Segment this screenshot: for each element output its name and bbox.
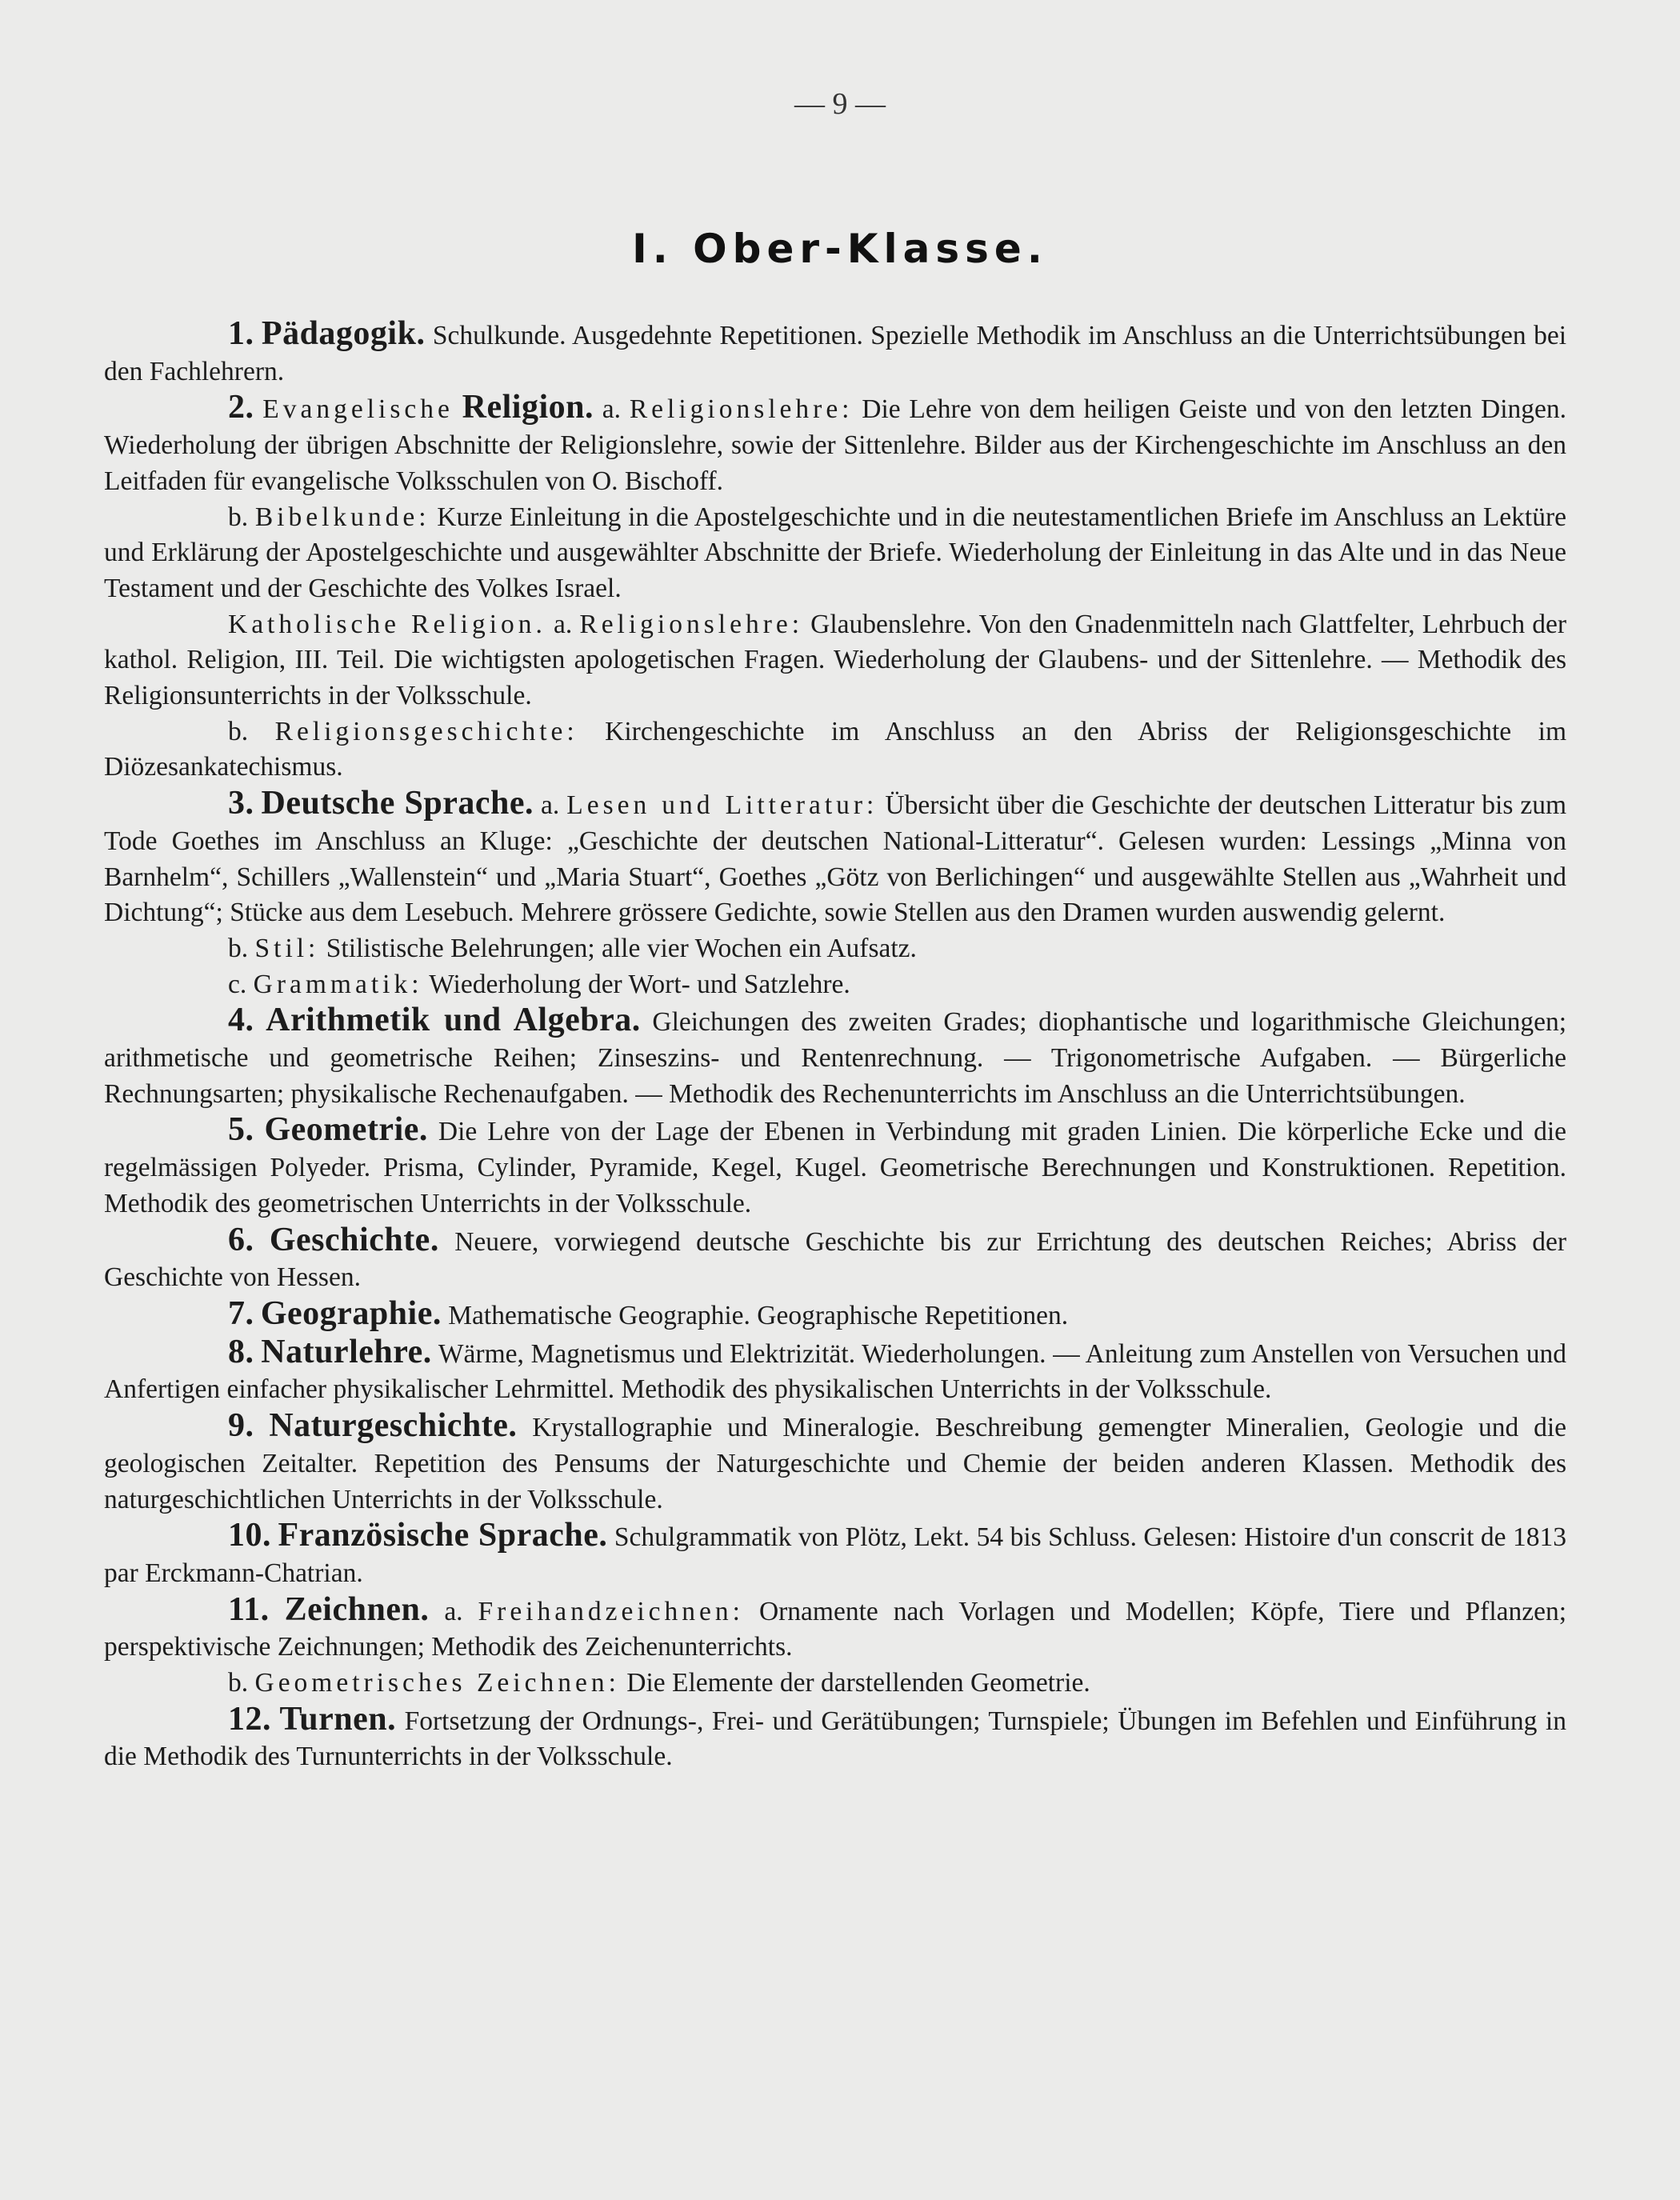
subject-geschichte bbox=[104, 1222, 1566, 1296]
subject-turnen bbox=[104, 1702, 1566, 1775]
section-label: a. bbox=[553, 609, 573, 639]
subject-title: Turnen. bbox=[279, 1700, 397, 1738]
subject-title: Naturgeschichte. bbox=[269, 1407, 518, 1445]
subject-deutsche-sprache bbox=[104, 786, 1566, 931]
section-text: Kurze Einleitung in die Apostelgeschichte und in die neutestamentlichen Briefe im Anschluss an Lektüre und Erklärung der Apostelgeschichte und ausgewählter Abschnitte der Briefe. Wiederholung der Einleitung in das Alte und in das Neue Testament und der Geschichte des Volkes Israel. bbox=[104, 502, 1567, 603]
subsection-katholische-religion bbox=[104, 607, 1566, 714]
subject-title: Pädagogik. bbox=[261, 315, 426, 352]
section-heading: Grammatik: bbox=[253, 969, 423, 999]
subject-number: 10. bbox=[228, 1517, 271, 1554]
subject-title: Zeichnen. bbox=[284, 1590, 430, 1628]
subject-number: 7. bbox=[228, 1294, 254, 1332]
section-label: b. bbox=[228, 1668, 249, 1698]
subject-text: Wärme, Magnetismus und Elektrizität. Wiederholungen. — Anleitung zum Anstellen von Versuchen und Anfertigen einfacher physikalischer Lehrmittel. Methodik des physikalischen Unterrichts in der Volksschule. bbox=[104, 1338, 1566, 1405]
section-text: Stilistische Belehrungen; alle vier Wochen ein Aufsatz. bbox=[326, 933, 917, 963]
subject-naturgeschichte bbox=[104, 1408, 1566, 1518]
subject-prefix: Evangelische bbox=[262, 394, 454, 425]
subject-title: Naturlehre. bbox=[261, 1333, 432, 1370]
subsection-religionsgeschichte bbox=[104, 714, 1566, 786]
subject-title: Geschichte. bbox=[269, 1221, 439, 1258]
subject-title: Geographie. bbox=[260, 1294, 442, 1332]
section-label: a. bbox=[444, 1596, 463, 1626]
subject-text: Mathematische Geographie. Geographische Repetitionen. bbox=[448, 1300, 1069, 1330]
subject-text: Die Lehre von der Lage der Ebenen in Verbindung mit graden Linien. Die körperliche Ecke und die regelmässigen Polyeder. Prisma, Cylinder, Pyramide, Kegel, Kugel. Geometrische Berechnungen und Konstruktionen. Repetition. Methodik des geometrischen Unterrichts in der Volksschule. bbox=[104, 1117, 1566, 1218]
subject-number: 9. bbox=[228, 1407, 254, 1445]
subject-arithmetik bbox=[104, 1002, 1566, 1112]
subject-paedagogik bbox=[104, 316, 1566, 390]
subject-number: 6. bbox=[228, 1221, 254, 1258]
subject-text: Fortsetzung der Ordnungs-, Frei- und Gerätübungen; Turnspiele; Übungen im Befehlen und Einführung in die Methodik des Turnunterrichts in der Volksschule. bbox=[104, 1706, 1566, 1772]
subject-text: Schulgrammatik von Plötz, Lekt. 54 bis Schluss. Gelesen: Histoire d'un conscrit de 1813 par Erckmann-Chatrian. bbox=[104, 1522, 1566, 1588]
subject-number: 12. bbox=[228, 1700, 271, 1738]
subject-number: 4. bbox=[228, 1002, 254, 1039]
section-text: Übersicht über die Geschichte der deutschen Litteratur bis zum Tode Goethes im Anschluss an Kluge: „Geschichte der deutschen National-Litteratur“. Gelesen wurden: Lessings „Minna von Barnhelm“, Schillers „Wallenstein“ und „Maria Stuart“, Goethes „Götz von Berlichingen“ und ausgewählte Stellen aus „Wahrheit und Dichtung“; Stücke aus dem Lesebuch. Mehrere grössere Gedichte, sowie Stellen aus den Dramen wurden auswendig gelernt. bbox=[104, 790, 1567, 928]
subsection-grammatik bbox=[104, 967, 1566, 1003]
section-heading: Religionslehre: bbox=[579, 609, 804, 639]
subject-text: Neuere, vorwiegend deutsche Geschichte bis zur Errichtung des deutschen Reiches; Abriss der Geschichte von Hessen. bbox=[104, 1226, 1566, 1293]
subsection-bibelkunde bbox=[104, 500, 1566, 607]
section-label: c. bbox=[228, 969, 247, 999]
section-label: b. bbox=[228, 502, 249, 532]
subject-number: 1. bbox=[228, 315, 254, 352]
section-text: Die Lehre von dem heiligen Geiste und von den letzten Dingen. Wiederholung der übrigen Abschnitte der Religionslehre, sowie der Sittenlehre. Bilder aus der Kirchengeschichte im Anschluss an den Leitfaden für evangelische Volksschulen von O. Bischoff. bbox=[104, 394, 1567, 496]
section-heading: Katholische Religion. bbox=[228, 609, 546, 639]
section-heading: Geometrisches Zeichnen: bbox=[254, 1668, 620, 1698]
section-text: Ornamente nach Vorlagen und Modellen; Köpfe, Tiere und Pflanzen; perspektivische Zeichnungen; Methodik des Zeichenunterrichts. bbox=[104, 1596, 1567, 1662]
section-heading: Bibelkunde: bbox=[254, 502, 430, 532]
subject-geographie bbox=[104, 1296, 1566, 1334]
section-label: a. bbox=[541, 790, 560, 821]
subject-number: 2. bbox=[228, 389, 254, 426]
subsection-stil bbox=[104, 931, 1566, 967]
section-heading: Religionslehre: bbox=[629, 394, 854, 425]
curriculum-body bbox=[104, 316, 1566, 1775]
subject-number: 11. bbox=[228, 1590, 270, 1628]
class-title: I. Ober-Klasse. bbox=[632, 226, 1048, 272]
page-number: — 9 — bbox=[794, 87, 886, 121]
subject-religion bbox=[104, 390, 1566, 499]
section-heading: Freihandzeichnen: bbox=[478, 1596, 744, 1626]
subject-text: Krystallographie und Mineralogie. Beschreibung gemengter Mineralien, Geologie und die geologischen Zeitalter. Repetition des Pensums der Naturgeschichte und Chemie der beiden anderen Klassen. Methodik des naturgeschichtlichen Unterrichts in der Volksschule. bbox=[104, 1413, 1567, 1514]
subject-title: Deutsche Sprache. bbox=[261, 785, 534, 822]
subject-franzoesisch bbox=[104, 1518, 1566, 1591]
section-label: b. bbox=[228, 933, 249, 963]
section-text: Glaubenslehre. Von den Gnadenmitteln nach Glattfelter, Lehrbuch der kathol. Religion, III. Teil. Die wichtigsten apologetischen Fragen. Wiederholung der Glaubens- und der Sittenlehre. — Methodik des Religionsunterrichts in der Volksschule. bbox=[104, 609, 1566, 711]
section-text: Kirchengeschichte im Anschluss an den Abriss der Religionsgeschichte im Diözesankatechismus. bbox=[104, 716, 1566, 782]
subject-title: Geometrie. bbox=[264, 1111, 428, 1149]
subject-number: 5. bbox=[228, 1111, 254, 1149]
section-label: b. bbox=[228, 716, 249, 746]
subject-text: Schulkunde. Ausgedehnte Repetitionen. Spezielle Methodik im Anschluss an die Unterrichtsübungen bei den Fachlehrern. bbox=[104, 321, 1567, 386]
subject-number: 3. bbox=[228, 785, 254, 822]
subject-number: 8. bbox=[228, 1333, 254, 1370]
section-text: Die Elemente der darstellenden Geometrie. bbox=[626, 1668, 1090, 1698]
subject-naturlehre bbox=[104, 1334, 1566, 1408]
section-text: Wiederholung der Wort- und Satzlehre. bbox=[429, 969, 850, 999]
subject-title: Französische Sprache. bbox=[278, 1517, 608, 1554]
section-heading: Stil: bbox=[254, 933, 320, 963]
section-heading: Lesen und Litteratur: bbox=[566, 790, 878, 821]
subject-title: Religion. bbox=[462, 389, 594, 426]
section-label: a. bbox=[602, 394, 622, 425]
subject-title: Arithmetik und Algebra. bbox=[266, 1002, 641, 1039]
subject-geometrie bbox=[104, 1112, 1566, 1222]
section-heading: Religionsgeschichte: bbox=[274, 716, 578, 746]
subject-zeichnen bbox=[104, 1592, 1566, 1666]
subject-text: Gleichungen des zweiten Grades; diophantische und logarithmische Gleichungen; arithmetische und geometrische Reihen; Zinseszins- und Rentenrechnung. — Trigonometrische Aufgaben. — Bürgerliche Rechnungsarten; physikalische Rechenaufgaben. — Methodik des Rechenunterrichts im Anschluss an die Unterrichtsübungen. bbox=[104, 1007, 1567, 1109]
subsection-geometrisches-zeichnen bbox=[104, 1666, 1566, 1702]
